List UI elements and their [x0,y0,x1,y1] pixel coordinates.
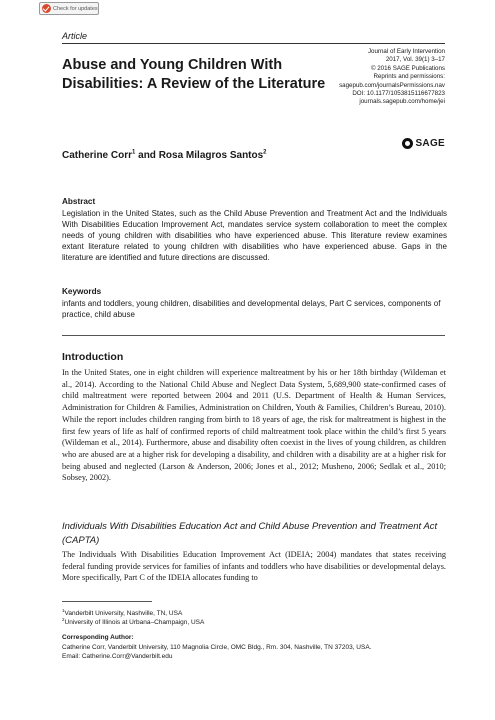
footnote-text: University of Illinois at Urbana–Champaign, USA [64,619,205,626]
author-affiliation-mark: 1 [132,149,136,156]
footnote-mark: 1 [62,607,65,613]
author-affiliation-mark: 2 [263,149,267,156]
subsection-text: The Individuals With Disabilities Education Improvement Act (IDEIA; 2004) mandates that states receiving federal funding provide services for families of infants and toddlers who have disabilities or developmental delays. More specifically, Part C of the IDEIA allocates funding to [62,550,446,583]
footnote-affiliation [62,616,205,627]
sage-wordmark: SAGE [415,138,445,149]
author-name: Catherine Corr [62,150,133,161]
check-circle-icon [42,4,51,13]
badge-label: Check for updates [53,5,98,12]
article-title: Abuse and Young Children With Disabilities: A Review of the Literature [62,57,326,92]
journal-name: Journal of Early Intervention [367,48,445,55]
authors-joiner: and [135,150,159,161]
introduction-heading: Introduction [62,351,124,363]
sage-mark-icon [402,138,413,149]
author-list [62,150,267,161]
header-rule [62,43,445,44]
reprints-label: Reprints and permissions: [373,73,445,81]
footnote-text: Vanderbilt University, Nashville, TN, USA [64,610,183,617]
footnote-mark: 2 [62,616,65,622]
article-type-label: Article [62,31,88,41]
section-rule [62,335,445,336]
sage-logo [402,138,445,149]
check-for-updates-badge[interactable] [39,2,99,15]
copyright: © 2016 SAGE Publications [370,64,445,72]
corresponding-author-heading: Corresponding Author: [62,634,134,641]
journal-meta [275,48,445,107]
keywords-text: infants and toddlers, young children, disabilities and developmental delays, Part C services, components of practice, child abuse [62,299,441,320]
doi[interactable]: DOI: 10.1177/1053815116677823 [352,90,445,98]
journal-home-link[interactable]: journals.sagepub.com/home/jei [359,98,445,106]
permissions-link[interactable]: sagepub.com/journalsPermissions.nav [339,81,445,89]
corresponding-author-email[interactable]: Email: Catherine.Corr@Vanderbilt.edu [62,653,173,660]
keywords-heading: Keywords [62,287,102,296]
footnote-rule [62,601,152,602]
abstract-text: Legislation in the United States, such as the Child Abuse Prevention and Treatment Act and the Individuals With Disabilities Education Improvement Act, mandates service system collaboration to meet the complex needs of young children with disabilities who have experienced abuse. This literature review examines extant literature related to young children with disabilities who have experienced abuse. Gaps in the literature are identified and future directions are discussed. [62,209,447,263]
introduction-text: In the United States, one in eight children will experience maltreatment by his or her 18th birthday (Wildeman et al., 2014). According to the National Child Abuse and Neglect Data System, 5,689,900 state-confirmed cases of child maltreatment were reported between 2004 and 2011 (U.S. Department of Health & Human Services, Administration for Children & Families, Administration on Children, Youth & Families, Children’s Bureau, 2010). While the report includes children ranging from birth to 18 years of age, the risk for maltreatment is highest in the first few years of life as half of confirmed reports of child maltreatment took place within the child’s first 5 years (Wildeman et al., 2014). Furthermore, abuse and disability often coexist in the lives of young children, as children who are abused are at a higher risk for developing a disability, and children with a disability are at a higher risk for being abused and neglected (Larson & Anderson, 2006; Jones et al., 2012; Musheno, 2006; Sedlak et al., 2010; Sobsey, 2002). [62,368,446,483]
abstract-heading: Abstract [62,197,96,206]
journal-volume: 2017, Vol. 39(1) 3–17 [385,56,445,64]
corresponding-author-address: Catherine Corr, Vanderbilt University, 110 Magnolia Circle, OMC Bldg., Rm. 304, Nashville, TN 37203, USA. [62,644,372,651]
footnote-affiliation [62,607,183,618]
author-name: Rosa Milagros Santos [158,150,264,161]
subsection-heading: Individuals With Disabilities Education Act and Child Abuse Prevention and Treatment Act (CAPTA) [62,521,438,546]
